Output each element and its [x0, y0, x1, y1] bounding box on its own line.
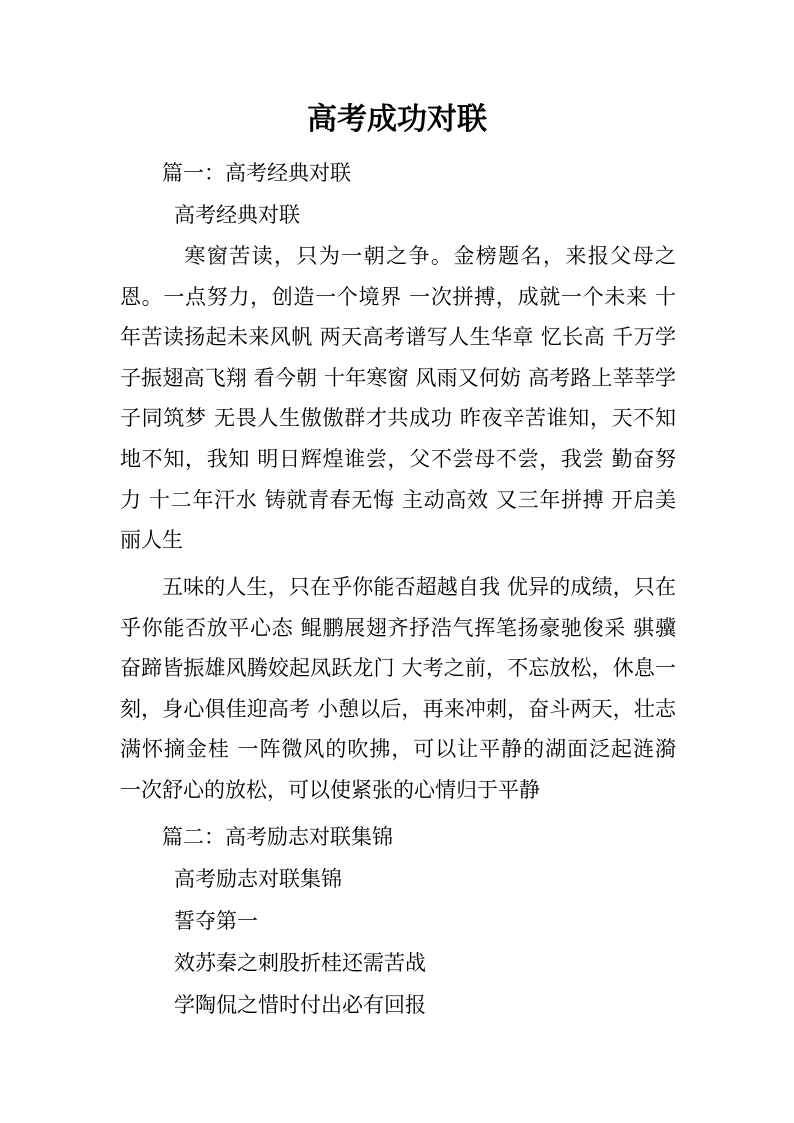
- document-title: 高考成功对联: [307, 102, 487, 137]
- paragraph-2: 五味的人生，只在乎你能否超越自我 优异的成绩，只在乎你能否放平心态 鲲鹏展翅齐抒浩气挥笔扬豪驰俊采 骐骥奋蹄皆振雄风腾姣起凤跃龙门 大考之前，不忘放松，休息一刻，身心俱佳迎高考 小憩以后，再来冲刺，奋斗两天，壮志满怀摘金桂 一阵微风的吹拂，可以让平静的湖面泛起涟漪 一次舒心的放松，可以使紧张的心情归于平静: [120, 575, 676, 802]
- couplet-line-1: 誓夺第一: [174, 909, 258, 933]
- section-heading-2: 篇二：高考励志对联集锦: [162, 825, 393, 849]
- paragraph-1: 寒窗苦读，只为一朝之争。金榜题名，来报父母之恩。一点努力，创造一个境界 一次拼搏，成就一个未来 十年苦读扬起未来风帆 两天高考谱写人生华章 忆长高 千万学子振翅高飞翔 看今朝 十年寒窗 风雨又何妨 高考路上莘莘学子同筑梦 无畏人生傲傲群才共成功 昨夜辛苦谁知，天不知地不知，我知 明日辉煌谁尝，父不尝母不尝，我尝 勤奋努力 十二年汗水 铸就青春无悔 主动高效 又三年拼搏 开启美丽人生: [120, 244, 676, 553]
- section-heading-1: 篇一：高考经典对联: [162, 161, 351, 185]
- couplet-line-2: 效苏秦之刺股折桂还需苦战: [174, 951, 426, 975]
- couplet-line-3: 学陶侃之惜时付出必有回报: [174, 993, 426, 1017]
- section-subheading-2: 高考励志对联集锦: [174, 867, 342, 891]
- section-subheading-1: 高考经典对联: [174, 203, 300, 227]
